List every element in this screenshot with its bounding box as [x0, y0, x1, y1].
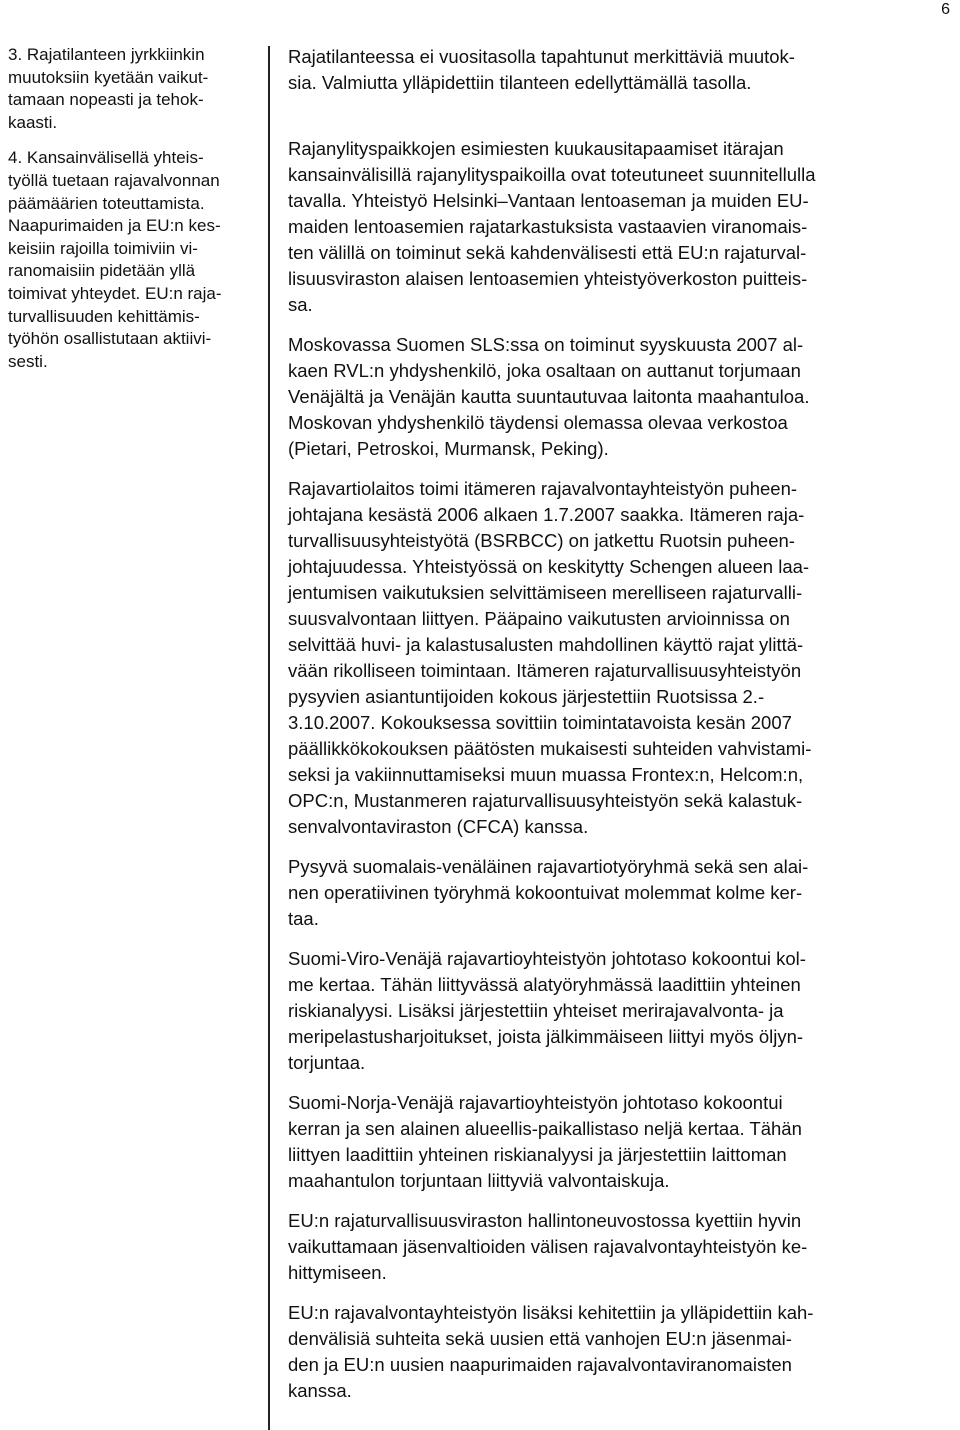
- paragraph-eu-board: EU:n rajaturvallisuusviraston hallintoneuvostossa kyettiin hyvin vaikuttamaan jäsenvaltioiden välisen rajavalvontayhteistyön ke- hittymiseen.: [288, 1210, 808, 1283]
- paragraph-border-situation: Rajatilanteessa ei vuositasolla tapahtunut merkittäviä muutok- sia. Valmiutta ylläpidettiin tilanteen edellyttämällä tasolla.: [288, 46, 795, 93]
- paragraph-finland-estonia-russia: Suomi-Viro-Venäjä rajavartioyhteistyön johtotaso kokoontui kol- me kertaa. Tähän liittyvässä alatyöryhmässä laadittiin yhteinen riskianalyysi. Lisäksi järjestettiin yhteiset merirajavalvonta- ja meripelastusharjoitukset, joista jälkimmäiseen liittyi myös öljyn- torjuntaa.: [288, 948, 806, 1073]
- objective-3: 3. Rajatilanteen jyrkkiinkin muutoksiin kyetään vaikut- tamaan nopeasti ja tehok- kaasti.: [8, 45, 209, 132]
- paragraph-baltic-cooperation: Rajavartiolaitos toimi itämeren rajavalvontayhteistyön puheen- johtajana kesästä 2006 alkaen 1.7.2007 saakka. Itämeren raja- turvallisuusyhteistyötä (BSRBCC) on jatkettu Ruotsin puheen- johtajuudessa. Yhteistyössä on keskitytty Schengen alueen laa- jentumisen vaikutuksien selvittämiseen merelliseen rajaturvalli- suusvalvontaan liittyen. Pääpaino vaikutusten arvioinnissa on selvittää huvi- ja kalastusalusten mahdollinen käyttö rajat ylittä- vään rikolliseen toimintaan. Itämeren rajaturvallisuusyhteistyön pysyvien asiantuntijoiden kokous järjestettiin Ruotsissa 2.- 3.10.2007. Kokouksessa sovittiin toimintatavoista kesän 2007 päällikkökokouksen päätösten mukaisesti suhteiden vahvistami- seksi ja vakiinnuttamiseksi muun muassa Frontex:n, Helcom:n, OPC:n, Mustanmeren rajaturvallisuusyhteistyön sekä kalastuk- senvalvontaviraston (CFCA) kanssa.: [288, 478, 812, 837]
- paragraph-finland-norway-russia: Suomi-Norja-Venäjä rajavartioyhteistyön johtotaso kokoontui kerran ja sen alainen alueellis-paikallistaso neljä kertaa. Tähän liittyen laadittiin yhteinen riskianalyysi ja järjestettiin laittoman maahantulon torjuntaan liittyviä valvontaiskuja.: [288, 1092, 802, 1191]
- paragraph-finnish-russian-group: Pysyvä suomalais-venäläinen rajavartiotyöryhmä sekä sen alai- nen operatiivinen työryhmä kokoontuivat molemmat kolme ker- taa.: [288, 856, 809, 929]
- paragraph-crossing-points: Rajanylityspaikkojen esimiesten kuukausitapaamiset itärajan kansainvälisillä rajanylityspaikoilla ovat toteutuneet suunnitellulla tavalla. Yhteistyö Helsinki–Vantaan lentoaseman ja muiden EU- maiden lentoasemien rajatarkastuksista vastaavien viranomais- ten välillä on toiminut sekä kahdenvälisesti että EU:n rajaturval- lisuusviraston alaisen lentoasemien yhteistyöverkoston puitteis- sa.: [288, 138, 816, 315]
- right-column-body: [288, 44, 932, 1418]
- paragraph-bilateral-relations: EU:n rajavalvontayhteistyön lisäksi kehitettiin ja ylläpidettiin kah- denvälisiä suhteita sekä uusien että vanhojen EU:n jäsenmai- den ja EU:n uusien naapurimaiden rajavalvontaviranomaisten kanssa.: [288, 1302, 814, 1401]
- left-column-objectives: [8, 44, 260, 386]
- objective-4: 4. Kansainvälisellä yhteis- työllä tuetaan rajavalvonnan päämäärien toteuttamista. Naapurimaiden ja EU:n kes- keisiin rajoilla toimiviin vi- ranomaisiin pidetään yllä toimivat yhteydet. EU:n raja- turvallisuuden kehittämis- työhön osallistutaan aktiivi- sesti.: [8, 148, 222, 371]
- column-divider: [268, 46, 270, 1430]
- paragraph-moscow-liaison: Moskovassa Suomen SLS:ssa on toiminut syyskuusta 2007 al- kaen RVL:n yhdyshenkilö, joka osaltaan on auttanut torjumaan Venäjältä ja Venäjän kautta suuntautuvaa laitonta maahantuloa. Moskovan yhdyshenkilö täydensi olemassa olevaa verkostoa (Pietari, Petroskoi, Murmansk, Peking).: [288, 334, 810, 459]
- page-number: 6: [941, 1, 950, 18]
